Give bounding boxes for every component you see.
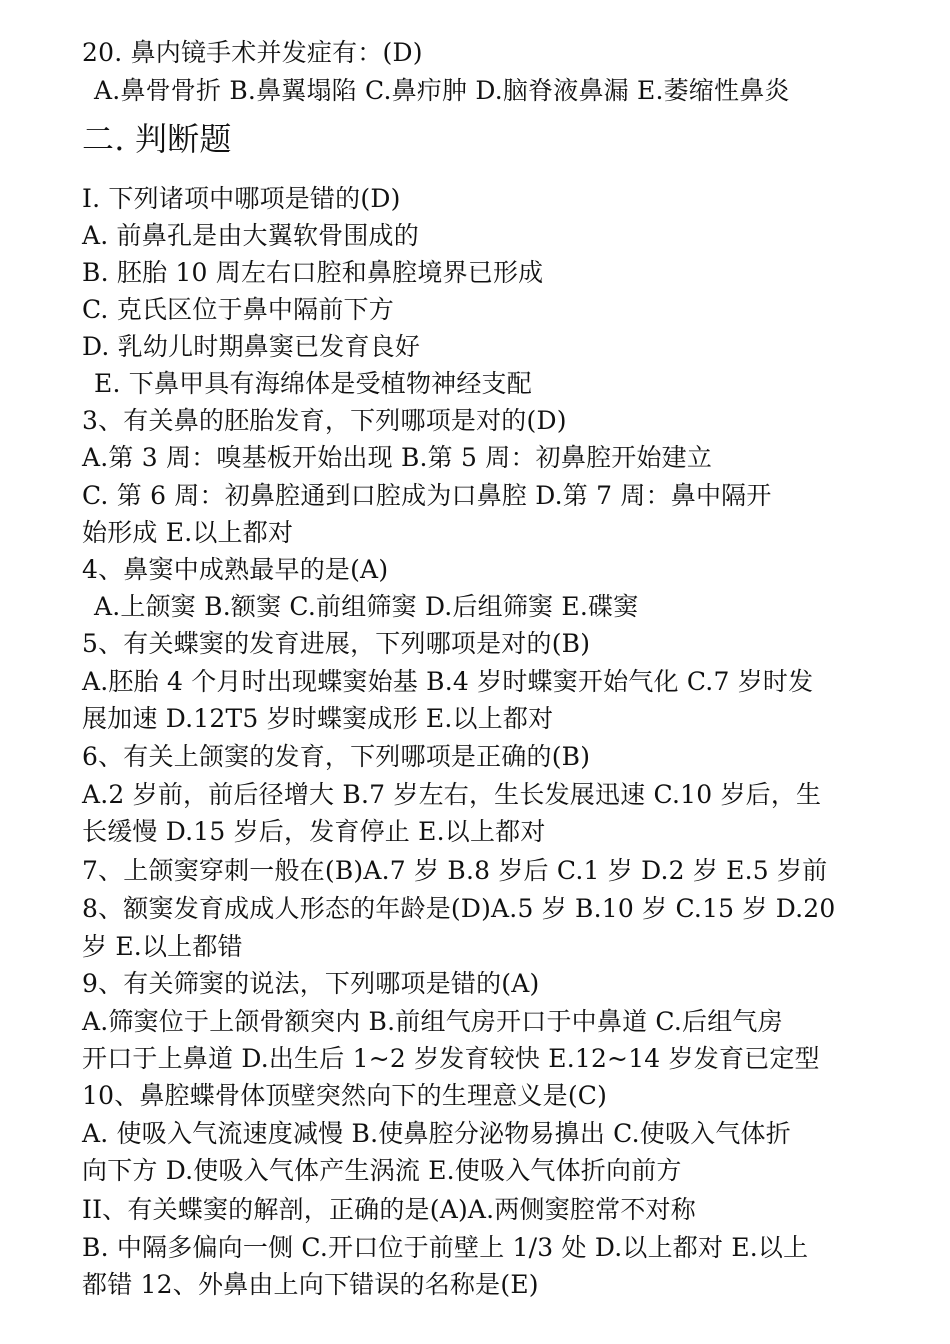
question-12-stem: 都错 12、外鼻由上向下错误的名称是(E) xyxy=(82,1270,539,1299)
question-4-options: A.上颌窦 B.额窦 C.前组筛窦 D.后组筛窦 E.碟窦 xyxy=(94,592,639,621)
question-20-stem: 20. 鼻内镜手术并发症有：(D) xyxy=(82,38,423,67)
question-8-line-1: 8、额窦发育成成人形态的年龄是(D)A.5 岁 B.10 岁 C.15 岁 D.20 xyxy=(82,894,836,923)
question-3-options-line-2: C. 第 6 周：初鼻腔通到口腔成为口鼻腔 D.第 7 周：鼻中隔开 xyxy=(82,481,772,510)
question-1-option-e: E. 下鼻甲具有海绵体是受植物神经支配 xyxy=(94,369,532,398)
question-11-stem: II、有关蝶窦的解剖，正确的是(A)A.两侧窦腔常不对称 xyxy=(82,1195,696,1224)
question-9-options-line-2: 开口于上鼻道 D.出生后 1~2 岁发育较快 E.12~14 岁发育已定型 xyxy=(82,1044,820,1073)
question-7: 7、上颌窦穿刺一般在(B)A.7 岁 B.8 岁后 C.1 岁 D.2 岁 E.5 岁前 xyxy=(82,856,828,885)
question-6-options-line-1: A.2 岁前，前后径增大 B.7 岁左右，生长发展迅速 C.10 岁后，生 xyxy=(82,780,822,809)
question-9-options-line-1: A.筛窦位于上颌骨额突内 B.前组气房开口于中鼻道 C.后组气房 xyxy=(82,1007,783,1036)
question-20-options: A.鼻骨骨折 B.鼻翼塌陷 C.鼻疖肿 D.脑脊液鼻漏 E.萎缩性鼻炎 xyxy=(94,76,790,105)
question-3-options-line-3: 始形成 E.以上都对 xyxy=(82,518,294,547)
question-1-option-a: A. 前鼻孔是由大翼软骨围成的 xyxy=(82,221,419,250)
question-6-options-line-2: 长缓慢 D.15 岁后，发育停止 E.以上都对 xyxy=(82,817,546,846)
question-5-stem: 5、有关蝶窦的发育进展，下列哪项是对的(B) xyxy=(82,629,591,658)
question-3-options-line-1: A.第 3 周：嗅基板开始出现 B.第 5 周：初鼻腔开始建立 xyxy=(82,443,713,472)
question-10-stem: 10、鼻腔蝶骨体顶壁突然向下的生理意义是(C) xyxy=(82,1081,608,1110)
question-11-options: B. 中隔多偏向一侧 C.开口位于前壁上 1/3 处 D.以上都对 E.以上 xyxy=(82,1233,809,1262)
question-9-stem: 9、有关筛窦的说法，下列哪项是错的(A) xyxy=(82,969,540,998)
question-3-stem: 3、有关鼻的胚胎发育，下列哪项是对的(D) xyxy=(82,406,567,435)
question-8-line-2: 岁 E.以上都错 xyxy=(82,932,243,961)
question-5-options-line-2: 展加速 D.12T5 岁时蝶窦成形 E.以上都对 xyxy=(82,704,554,733)
question-1-option-b: B. 胚胎 10 周左右口腔和鼻腔境界已形成 xyxy=(82,258,544,287)
question-10-options-line-2: 向下方 D.使吸入气体产生涡流 E.使吸入气体折向前方 xyxy=(82,1156,682,1185)
question-1-stem: I. 下列诸项中哪项是错的(D) xyxy=(82,184,401,213)
question-5-options-line-1: A.胚胎 4 个月时出现蝶窦始基 B.4 岁时蝶窦开始气化 C.7 岁时发 xyxy=(82,667,814,696)
question-1-option-d: D. 乳幼儿时期鼻窦已发育良好 xyxy=(82,332,421,361)
question-4-stem: 4、鼻窦中成熟最早的是(A) xyxy=(82,555,389,584)
section-heading: 二. 判断题 xyxy=(82,120,232,158)
question-10-options-line-1: A. 使吸入气流速度减慢 B.使鼻腔分泌物易擤出 C.使吸入气体折 xyxy=(82,1119,791,1148)
question-1-option-c: C. 克氏区位于鼻中隔前下方 xyxy=(82,295,394,324)
question-6-stem: 6、有关上颌窦的发育，下列哪项是正确的(B) xyxy=(82,742,591,771)
